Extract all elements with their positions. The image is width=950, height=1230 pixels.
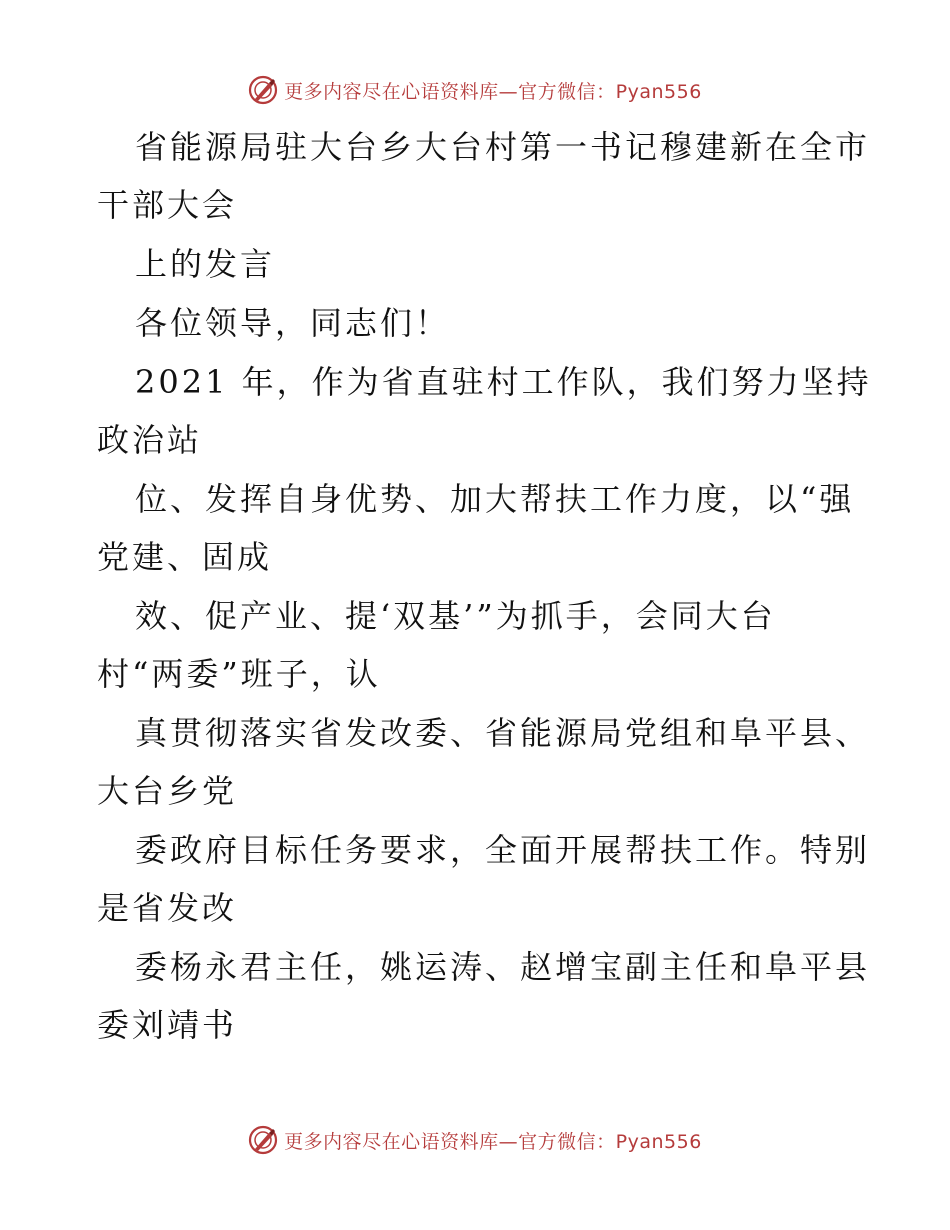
body-line: 大台乡党 bbox=[97, 772, 238, 810]
body-line: 省能源局驻大台乡大台村第一书记穆建新在全市 bbox=[135, 128, 871, 166]
body-line: 是省发改 bbox=[97, 889, 238, 927]
body-line: 党建、固成 bbox=[97, 538, 273, 576]
body-line: 位、发挥自身优势、加大帮扶工作力度，以“强 bbox=[135, 480, 855, 518]
body-line: 真贯彻落实省发改委、省能源局党组和阜平县、 bbox=[135, 714, 871, 752]
body-line: 各位领导，同志们！ bbox=[135, 304, 451, 342]
footer-watermark bbox=[0, 1120, 950, 1160]
body-line: 上的发言 bbox=[135, 245, 276, 283]
watermark-text: 更多内容尽在心语资料库—官方微信：Pyan556 bbox=[284, 80, 702, 103]
header-watermark bbox=[0, 70, 950, 110]
pen-logo-icon bbox=[248, 75, 278, 105]
watermark-text: 更多内容尽在心语资料库—官方微信：Pyan556 bbox=[284, 1130, 702, 1153]
body-line: 委杨永君主任，姚运涛、赵增宝副主任和阜平县 bbox=[135, 948, 871, 986]
body-line: 效、促产业、提‘双基’”为抓手，会同大台 bbox=[135, 597, 776, 635]
body-line: 干部大会 bbox=[97, 186, 238, 224]
body-line: 2021 年，作为省直驻村工作队，我们努力坚持 bbox=[135, 363, 872, 401]
body-line: 委刘靖书 bbox=[97, 1006, 238, 1044]
body-line: 委政府目标任务要求，全面开展帮扶工作。特别 bbox=[135, 831, 871, 869]
pen-logo-icon bbox=[248, 1125, 278, 1155]
body-line: 村“两委”班子，认 bbox=[97, 655, 381, 693]
body-line: 政治站 bbox=[97, 421, 203, 459]
